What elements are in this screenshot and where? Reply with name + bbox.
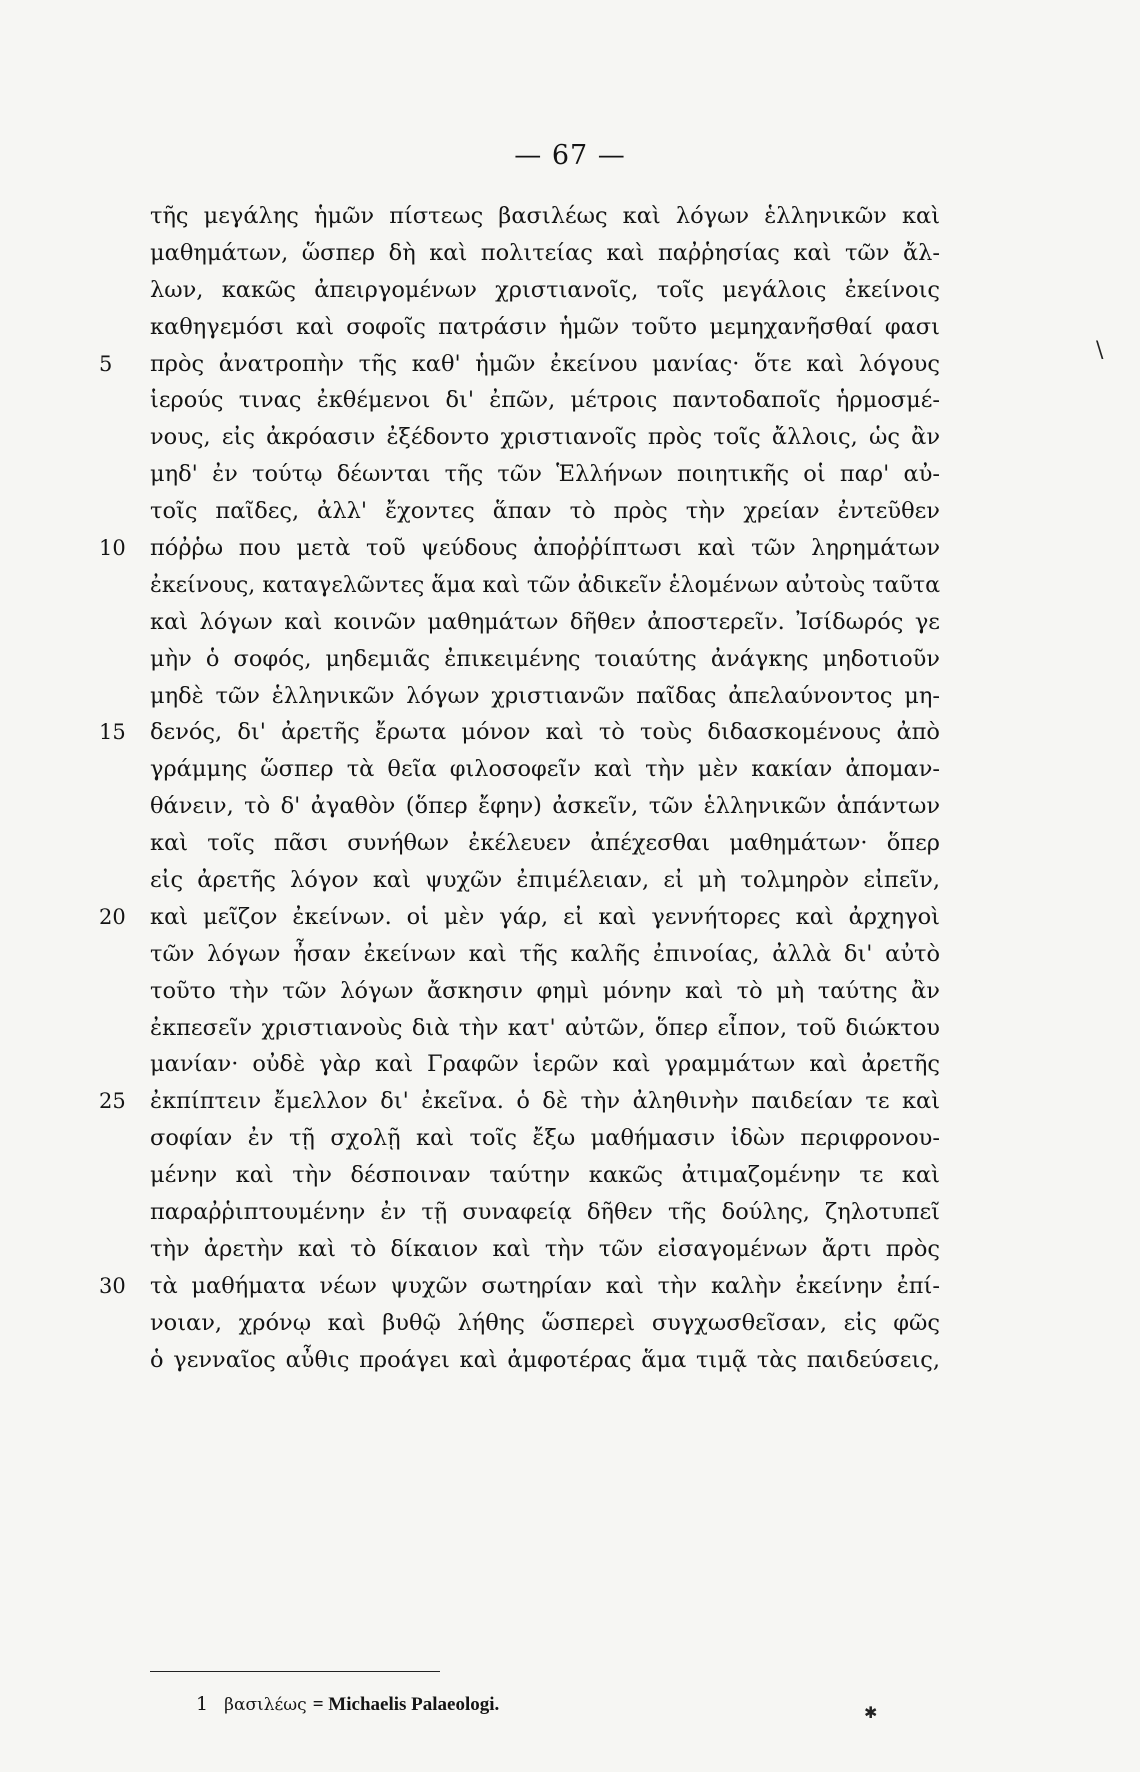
text-line xyxy=(150,272,940,309)
line-text: καὶ μεῖζον ἐκείνων. οἱ μὲν γάρ, εἰ καὶ γεννήτορες καὶ ἀρχηγοὶ xyxy=(150,903,940,930)
text-line xyxy=(99,346,940,383)
text-line xyxy=(150,235,940,272)
line-text: τὰ μαθήματα νέων ψυχῶν σωτηρίαν καὶ τὴν καλὴν ἐκείνην ἐπί- xyxy=(150,1272,940,1299)
line-text: τοῦτο τὴν τῶν λόγων ἄσκησιν φημὶ μόνην καὶ τὸ μὴ ταύτης ἂν xyxy=(150,977,940,1004)
text-line xyxy=(150,1120,940,1157)
line-text: πόῤῥω που μετὰ τοῦ ψεύδους ἀποῤῥίπτωσι καὶ τῶν ληρημάτων xyxy=(150,535,941,562)
text-line xyxy=(150,1194,940,1231)
text-line xyxy=(150,788,940,825)
line-text: πρὸς ἀνατροπὴν τῆς καθ' ἡμῶν ἐκείνου μανίας· ὅτε καὶ λόγους xyxy=(150,350,940,377)
footnote xyxy=(196,1693,499,1716)
line-text: ἐκείνους, καταγελῶντες ἅμα καὶ τῶν ἀδικεῖν ἑλομένων αὐτοὺς ταῦτα xyxy=(150,571,940,598)
line-text: παραῤῥιπτουμένην ἐν τῇ συναφείᾳ δῆθεν τῆς δούλης, ζηλοτυπεῖ xyxy=(150,1199,940,1226)
footnote-number: 1 xyxy=(196,1693,209,1715)
line-text: νοιαν, χρόνῳ καὶ βυθῷ λήθης ὥσπερεὶ συγχωσθεῖσαν, εἰς φῶς xyxy=(150,1309,940,1336)
text-line xyxy=(150,862,940,899)
line-number: 15 xyxy=(99,720,126,745)
line-text: ἐκπίπτειν ἔμελλον δι' ἐκεῖνα. ὁ δὲ τὴν ἀληθινὴν παιδείαν τε καὶ xyxy=(150,1088,941,1115)
line-text: δενός, δι' ἀρετῆς ἔρωτα μόνον καὶ τὸ τοὺς διδασκομένους ἀπὸ xyxy=(150,719,940,746)
text-line xyxy=(150,604,940,641)
text-line xyxy=(99,714,940,751)
line-text: ἐκπεσεῖν χριστιανοὺς διὰ τὴν κατ' αὐτῶν, ὅπερ εἶπον, τοῦ διώκτου xyxy=(150,1014,940,1041)
line-text: εἰς ἀρετῆς λόγον καὶ ψυχῶν ἐπιμέλειαν, εἰ μὴ τολμηρὸν εἰπεῖν, xyxy=(150,867,941,894)
line-text: μὴν ὁ σοφός, μηδεμιᾶς ἐπικειμένης τοιαύτης ἀνάγκης μηδοτιοῦν xyxy=(150,645,940,672)
line-text: καθηγεμόσι καὶ σοφοῖς πατράσιν ἡμῶν τοῦτο μεμηχανῆσθαί φασι xyxy=(150,313,940,340)
line-text: μένην καὶ τὴν δέσποιναν ταύτην κακῶς ἀτιμαζομένην τε καὶ xyxy=(150,1162,940,1189)
text-line xyxy=(150,825,940,862)
main-text xyxy=(99,198,941,1379)
text-line xyxy=(150,567,940,604)
line-number: 30 xyxy=(99,1273,126,1298)
text-line xyxy=(150,751,940,788)
line-text: τῆς μεγάλης ἡμῶν πίστεως βασιλέως καὶ λόγων ἑλληνικῶν καὶ xyxy=(150,203,941,229)
text-line xyxy=(99,899,940,936)
text-line xyxy=(150,456,940,493)
text-line xyxy=(150,936,940,973)
page-number: — 67 — xyxy=(514,140,626,171)
line-text: λων, κακῶς ἀπειργομένων χριστιανοῖς, τοῖς μεγάλοις ἐκείνοις xyxy=(150,276,941,303)
text-line xyxy=(150,973,940,1010)
text-line xyxy=(99,1268,940,1305)
line-text: ἱερούς τινας ἐκθέμενοι δι' ἐπῶν, μέτροις παντοδαποῖς ἡρμοσμέ- xyxy=(150,387,940,414)
text-line xyxy=(150,1231,940,1268)
text-line xyxy=(99,1083,941,1120)
line-text: μαθημάτων, ὥσπερ δὴ καὶ πολιτείας καὶ παῤῥησίας καὶ τῶν ἄλ- xyxy=(150,239,941,266)
footnote-text: = Michaelis Palaeologi. xyxy=(312,1694,500,1715)
text-line xyxy=(150,1157,940,1194)
text-line xyxy=(150,382,940,419)
line-text: ὁ γενναῖος αὖθις προάγει καὶ ἀμφοτέρας ἅμα τιμᾷ τὰς παιδεύσεις, xyxy=(150,1346,941,1373)
line-text: νους, εἰς ἀκρόασιν ἐξέδοντο χριστιανοῖς πρὸς τοῖς ἄλλοις, ὡς ἂν xyxy=(150,424,941,451)
scan-speck: \ xyxy=(1096,338,1104,363)
line-number: 25 xyxy=(99,1089,126,1114)
line-number: 10 xyxy=(99,536,126,561)
text-line xyxy=(150,198,940,235)
line-number: 5 xyxy=(99,351,113,376)
scan-speck: ✱ xyxy=(864,1703,878,1722)
line-text: τῶν λόγων ἦσαν ἐκείνων καὶ τῆς καλῆς ἐπινοίας, ἀλλὰ δι' αὐτὸ xyxy=(150,940,941,967)
text-line xyxy=(99,530,941,567)
line-text: μανίαν· οὐδὲ γὰρ καὶ Γραφῶν ἱερῶν καὶ γραμμάτων καὶ ἀρετῆς xyxy=(150,1051,940,1078)
text-line xyxy=(150,678,940,715)
line-text: καὶ τοῖς πᾶσι συνήθων ἐκέλευεν ἀπέχεσθαι μαθημάτων· ὅπερ xyxy=(150,830,940,857)
line-text: τὴν ἀρετὴν καὶ τὸ δίκαιον καὶ τὴν τῶν εἰσαγομένων ἄρτι πρὸς xyxy=(150,1235,940,1262)
line-text: θάνειν, τὸ δ' ἀγαθὸν (ὅπερ ἔφην) ἀσκεῖν, τῶν ἑλληνικῶν ἁπάντων xyxy=(150,793,941,820)
footnote-divider xyxy=(150,1671,440,1672)
text-line xyxy=(150,1010,940,1047)
footnote-greek-term: βασιλέως xyxy=(224,1695,307,1715)
text-line xyxy=(150,1342,940,1379)
text-line xyxy=(150,1046,940,1083)
text-line xyxy=(150,309,940,346)
line-text: τοῖς παῖδες, ἀλλ' ἔχοντες ἅπαν τὸ πρὸς τὴν χρείαν ἐντεῦθεν xyxy=(150,498,940,525)
line-text: γράμμης ὥσπερ τὰ θεῖα φιλοσοφεῖν καὶ τὴν μὲν κακίαν ἀπομαν- xyxy=(150,756,940,783)
text-line xyxy=(150,1305,940,1342)
line-text: σοφίαν ἐν τῇ σχολῇ καὶ τοῖς ἔξω μαθήμασιν ἰδὼν περιφρονου- xyxy=(150,1125,940,1152)
text-line xyxy=(150,493,940,530)
line-number: 20 xyxy=(99,904,126,929)
text-line xyxy=(150,641,940,678)
line-text: μηδ' ἐν τούτῳ δέωνται τῆς τῶν Ἑλλήνων ποιητικῆς οἱ παρ' αὐ- xyxy=(150,461,940,488)
text-line xyxy=(150,419,940,456)
line-text: καὶ λόγων καὶ κοινῶν μαθημάτων δῆθεν ἀποστερεῖν. Ἰσίδωρός γε xyxy=(150,608,940,635)
line-text: μηδὲ τῶν ἑλληνικῶν λόγων χριστιανῶν παῖδας ἀπελαύνοντος μη- xyxy=(150,682,941,709)
